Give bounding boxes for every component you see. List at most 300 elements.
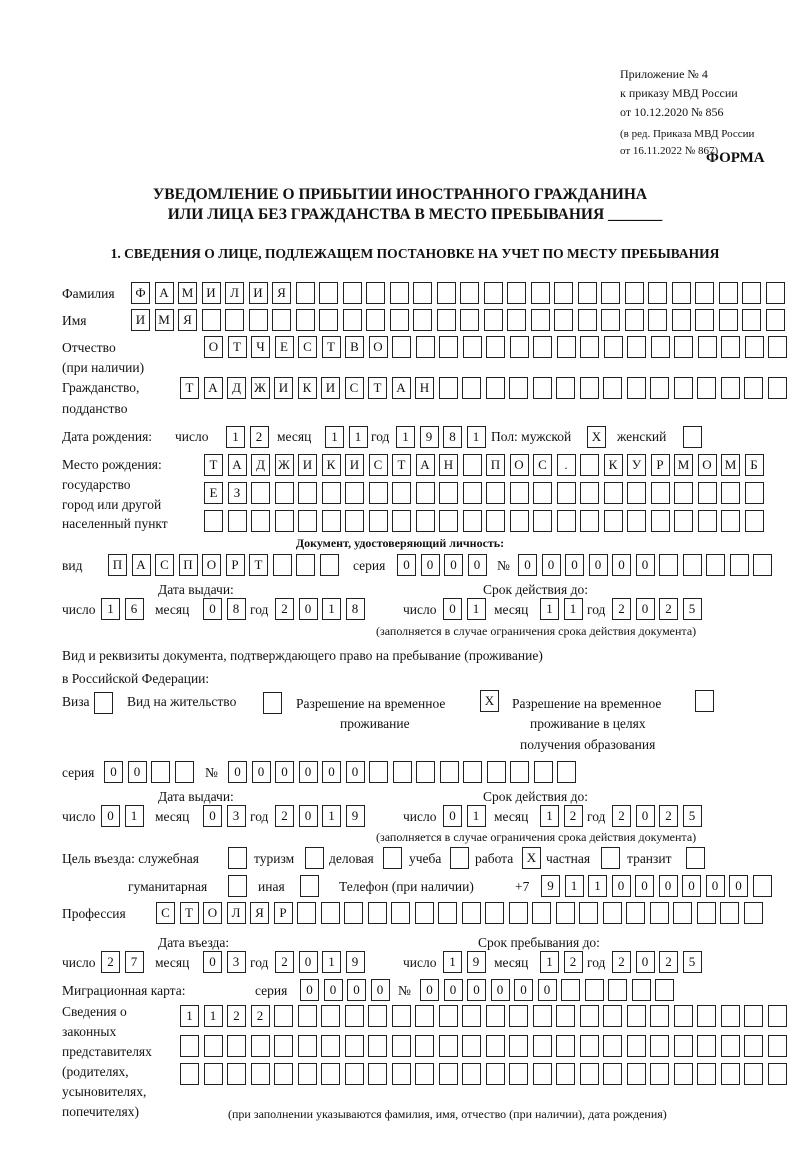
temp-residence-edu-checkbox[interactable] xyxy=(695,690,714,712)
char-box[interactable] xyxy=(300,875,319,897)
char-box[interactable]: 0 xyxy=(636,554,655,576)
char-box[interactable] xyxy=(298,482,317,504)
char-box[interactable] xyxy=(321,902,340,924)
char-box[interactable] xyxy=(580,510,599,532)
char-box[interactable] xyxy=(462,377,481,399)
purpose-study-checkbox[interactable] xyxy=(450,847,469,869)
char-box[interactable]: 0 xyxy=(612,554,631,576)
char-box[interactable]: 1 xyxy=(125,805,144,827)
birth-place-field[interactable] xyxy=(204,510,764,532)
char-box[interactable] xyxy=(650,1063,669,1085)
char-box[interactable] xyxy=(601,282,620,304)
char-box[interactable] xyxy=(227,1063,246,1085)
char-box[interactable]: О xyxy=(202,554,221,576)
char-box[interactable]: 2 xyxy=(612,951,631,973)
char-box[interactable]: X xyxy=(480,690,499,712)
char-box[interactable] xyxy=(321,1005,340,1027)
birth-day-field[interactable] xyxy=(226,426,269,448)
char-box[interactable]: 0 xyxy=(347,979,366,1001)
char-box[interactable] xyxy=(463,454,482,476)
char-box[interactable] xyxy=(655,979,674,1001)
char-box[interactable]: 0 xyxy=(467,979,486,1001)
char-box[interactable] xyxy=(745,510,764,532)
char-box[interactable] xyxy=(204,510,223,532)
char-box[interactable]: Д xyxy=(227,377,246,399)
char-box[interactable]: И xyxy=(274,377,293,399)
char-box[interactable] xyxy=(627,377,646,399)
char-box[interactable] xyxy=(391,902,410,924)
char-box[interactable]: И xyxy=(249,282,268,304)
char-box[interactable] xyxy=(510,336,529,358)
char-box[interactable] xyxy=(627,1035,646,1057)
char-box[interactable] xyxy=(753,554,772,576)
char-box[interactable] xyxy=(659,554,678,576)
char-box[interactable] xyxy=(742,282,761,304)
surname-field[interactable] xyxy=(131,282,785,304)
char-box[interactable]: Ж xyxy=(275,454,294,476)
char-box[interactable] xyxy=(697,1035,716,1057)
char-box[interactable] xyxy=(509,377,528,399)
char-box[interactable] xyxy=(462,1063,481,1085)
char-box[interactable] xyxy=(603,1063,622,1085)
char-box[interactable] xyxy=(580,1005,599,1027)
char-box[interactable]: Я xyxy=(272,282,291,304)
char-box[interactable] xyxy=(683,554,702,576)
char-box[interactable]: 0 xyxy=(104,761,123,783)
valid-day-field[interactable] xyxy=(443,598,486,620)
char-box[interactable] xyxy=(439,377,458,399)
char-box[interactable] xyxy=(486,336,505,358)
char-box[interactable]: X xyxy=(587,426,606,448)
char-box[interactable]: О xyxy=(203,902,222,924)
char-box[interactable] xyxy=(556,377,575,399)
stay-number-field[interactable] xyxy=(228,761,576,783)
char-box[interactable] xyxy=(556,1035,575,1057)
char-box[interactable] xyxy=(228,875,247,897)
char-box[interactable] xyxy=(368,1005,387,1027)
char-box[interactable]: 0 xyxy=(636,951,655,973)
char-box[interactable]: 0 xyxy=(203,951,222,973)
char-box[interactable]: 1 xyxy=(180,1005,199,1027)
char-box[interactable] xyxy=(94,692,113,714)
char-box[interactable]: М xyxy=(721,454,740,476)
char-box[interactable] xyxy=(533,482,552,504)
male-checkbox[interactable] xyxy=(587,426,606,448)
char-box[interactable] xyxy=(251,510,270,532)
char-box[interactable] xyxy=(706,554,725,576)
char-box[interactable]: М xyxy=(178,282,197,304)
char-box[interactable] xyxy=(251,482,270,504)
char-box[interactable]: 0 xyxy=(636,805,655,827)
char-box[interactable] xyxy=(651,336,670,358)
char-box[interactable]: О xyxy=(369,336,388,358)
char-box[interactable] xyxy=(345,1063,364,1085)
entry-day-field[interactable] xyxy=(101,951,144,973)
issue-year-field[interactable] xyxy=(275,805,365,827)
char-box[interactable]: К xyxy=(604,454,623,476)
char-box[interactable]: Т xyxy=(392,454,411,476)
char-box[interactable] xyxy=(437,309,456,331)
char-box[interactable]: Я xyxy=(250,902,269,924)
char-box[interactable]: 1 xyxy=(226,426,245,448)
char-box[interactable]: 1 xyxy=(443,951,462,973)
char-box[interactable]: 2 xyxy=(659,805,678,827)
char-box[interactable] xyxy=(383,847,402,869)
char-box[interactable] xyxy=(627,336,646,358)
char-box[interactable] xyxy=(697,1063,716,1085)
char-box[interactable] xyxy=(439,510,458,532)
char-box[interactable] xyxy=(440,761,459,783)
char-box[interactable]: Р xyxy=(226,554,245,576)
char-box[interactable] xyxy=(204,1035,223,1057)
char-box[interactable] xyxy=(462,1005,481,1027)
char-box[interactable]: 2 xyxy=(275,598,294,620)
char-box[interactable]: Ж xyxy=(251,377,270,399)
char-box[interactable] xyxy=(228,510,247,532)
char-box[interactable] xyxy=(509,1005,528,1027)
char-box[interactable]: 1 xyxy=(322,805,341,827)
char-box[interactable] xyxy=(439,1005,458,1027)
char-box[interactable]: 8 xyxy=(227,598,246,620)
char-box[interactable]: П xyxy=(179,554,198,576)
birth-year-field[interactable] xyxy=(396,426,486,448)
char-box[interactable] xyxy=(272,309,291,331)
char-box[interactable]: И xyxy=(298,454,317,476)
char-box[interactable] xyxy=(674,1063,693,1085)
char-box[interactable] xyxy=(298,1063,317,1085)
char-box[interactable] xyxy=(753,875,772,897)
char-box[interactable]: Н xyxy=(415,377,434,399)
char-box[interactable] xyxy=(392,510,411,532)
char-box[interactable] xyxy=(533,510,552,532)
char-box[interactable]: . xyxy=(557,454,576,476)
char-box[interactable] xyxy=(533,336,552,358)
char-box[interactable] xyxy=(721,510,740,532)
char-box[interactable]: С xyxy=(533,454,552,476)
char-box[interactable]: 0 xyxy=(299,805,318,827)
phone-field[interactable] xyxy=(541,875,772,897)
char-box[interactable]: 9 xyxy=(467,951,486,973)
char-box[interactable] xyxy=(393,761,412,783)
char-box[interactable] xyxy=(344,902,363,924)
char-box[interactable] xyxy=(554,309,573,331)
char-box[interactable] xyxy=(413,282,432,304)
char-box[interactable] xyxy=(604,336,623,358)
char-box[interactable] xyxy=(580,482,599,504)
char-box[interactable]: 2 xyxy=(564,951,583,973)
char-box[interactable]: М xyxy=(155,309,174,331)
char-box[interactable] xyxy=(415,902,434,924)
char-box[interactable]: Д xyxy=(251,454,270,476)
char-box[interactable] xyxy=(225,309,244,331)
char-box[interactable] xyxy=(486,1035,505,1057)
char-box[interactable] xyxy=(556,1063,575,1085)
id-number-field[interactable] xyxy=(518,554,772,576)
char-box[interactable] xyxy=(463,761,482,783)
char-box[interactable] xyxy=(415,1035,434,1057)
char-box[interactable] xyxy=(392,336,411,358)
char-box[interactable] xyxy=(345,1005,364,1027)
char-box[interactable] xyxy=(251,1035,270,1057)
char-box[interactable]: 0 xyxy=(589,554,608,576)
char-box[interactable] xyxy=(180,1035,199,1057)
char-box[interactable]: П xyxy=(108,554,127,576)
char-box[interactable] xyxy=(627,510,646,532)
char-box[interactable] xyxy=(486,1063,505,1085)
char-box[interactable] xyxy=(557,510,576,532)
char-box[interactable]: Т xyxy=(368,377,387,399)
entry-year-field[interactable] xyxy=(275,951,365,973)
char-box[interactable] xyxy=(175,761,194,783)
char-box[interactable] xyxy=(695,282,714,304)
char-box[interactable] xyxy=(463,336,482,358)
char-box[interactable] xyxy=(578,282,597,304)
char-box[interactable]: 0 xyxy=(420,979,439,1001)
char-box[interactable]: И xyxy=(345,454,364,476)
char-box[interactable] xyxy=(345,1035,364,1057)
char-box[interactable] xyxy=(697,902,716,924)
char-box[interactable] xyxy=(305,847,324,869)
issue-day-field[interactable] xyxy=(101,805,144,827)
char-box[interactable] xyxy=(580,454,599,476)
purpose-other-checkbox[interactable] xyxy=(300,875,319,897)
representatives-field[interactable] xyxy=(180,1005,787,1027)
char-box[interactable]: Т xyxy=(322,336,341,358)
char-box[interactable] xyxy=(695,690,714,712)
char-box[interactable]: 9 xyxy=(420,426,439,448)
char-box[interactable] xyxy=(319,282,338,304)
char-box[interactable]: 2 xyxy=(612,598,631,620)
char-box[interactable] xyxy=(343,309,362,331)
char-box[interactable]: 9 xyxy=(346,805,365,827)
char-box[interactable] xyxy=(486,510,505,532)
char-box[interactable]: 0 xyxy=(612,875,631,897)
char-box[interactable] xyxy=(625,309,644,331)
char-box[interactable]: 0 xyxy=(468,554,487,576)
char-box[interactable] xyxy=(531,309,550,331)
char-box[interactable] xyxy=(651,482,670,504)
char-box[interactable]: П xyxy=(486,454,505,476)
char-box[interactable]: В xyxy=(345,336,364,358)
char-box[interactable] xyxy=(507,309,526,331)
char-box[interactable] xyxy=(438,902,457,924)
char-box[interactable]: 5 xyxy=(683,598,702,620)
char-box[interactable]: 0 xyxy=(101,805,120,827)
char-box[interactable]: 9 xyxy=(346,951,365,973)
representatives-field[interactable] xyxy=(180,1063,787,1085)
char-box[interactable]: Л xyxy=(225,282,244,304)
char-box[interactable] xyxy=(745,482,764,504)
char-box[interactable] xyxy=(651,510,670,532)
char-box[interactable]: Е xyxy=(275,336,294,358)
stay-until-year-field[interactable] xyxy=(612,951,702,973)
char-box[interactable]: С xyxy=(345,377,364,399)
char-box[interactable]: 0 xyxy=(275,761,294,783)
char-box[interactable] xyxy=(322,510,341,532)
char-box[interactable] xyxy=(416,761,435,783)
char-box[interactable] xyxy=(557,482,576,504)
char-box[interactable] xyxy=(321,1063,340,1085)
char-box[interactable] xyxy=(390,282,409,304)
char-box[interactable] xyxy=(604,510,623,532)
name-field[interactable] xyxy=(131,309,785,331)
char-box[interactable]: 0 xyxy=(542,554,561,576)
char-box[interactable] xyxy=(415,1063,434,1085)
char-box[interactable]: 1 xyxy=(322,598,341,620)
char-box[interactable]: К xyxy=(322,454,341,476)
char-box[interactable]: С xyxy=(298,336,317,358)
char-box[interactable]: 0 xyxy=(397,554,416,576)
valid-month-field[interactable] xyxy=(540,805,583,827)
char-box[interactable] xyxy=(698,336,717,358)
char-box[interactable]: 1 xyxy=(540,951,559,973)
char-box[interactable] xyxy=(744,377,763,399)
char-box[interactable]: 1 xyxy=(467,805,486,827)
char-box[interactable] xyxy=(415,1005,434,1027)
char-box[interactable]: Ч xyxy=(251,336,270,358)
char-box[interactable] xyxy=(439,1035,458,1057)
char-box[interactable]: 2 xyxy=(227,1005,246,1027)
char-box[interactable]: 1 xyxy=(467,426,486,448)
char-box[interactable] xyxy=(768,1005,787,1027)
char-box[interactable] xyxy=(366,309,385,331)
char-box[interactable]: 2 xyxy=(250,426,269,448)
char-box[interactable] xyxy=(744,1035,763,1057)
char-box[interactable] xyxy=(579,902,598,924)
char-box[interactable]: А xyxy=(228,454,247,476)
char-box[interactable] xyxy=(486,1005,505,1027)
char-box[interactable] xyxy=(484,309,503,331)
female-checkbox[interactable] xyxy=(683,426,702,448)
char-box[interactable]: 0 xyxy=(636,598,655,620)
char-box[interactable]: У xyxy=(627,454,646,476)
char-box[interactable] xyxy=(487,761,506,783)
char-box[interactable]: 2 xyxy=(251,1005,270,1027)
char-box[interactable]: Ф xyxy=(131,282,150,304)
residence-checkbox[interactable] xyxy=(263,692,282,714)
char-box[interactable] xyxy=(627,1063,646,1085)
char-box[interactable]: 1 xyxy=(349,426,368,448)
char-box[interactable]: 1 xyxy=(588,875,607,897)
char-box[interactable]: З xyxy=(228,482,247,504)
char-box[interactable] xyxy=(721,336,740,358)
char-box[interactable]: 0 xyxy=(128,761,147,783)
char-box[interactable] xyxy=(392,1063,411,1085)
purpose-humanitarian-checkbox[interactable] xyxy=(228,875,247,897)
char-box[interactable] xyxy=(275,510,294,532)
char-box[interactable] xyxy=(345,510,364,532)
char-box[interactable] xyxy=(721,1035,740,1057)
char-box[interactable]: А xyxy=(204,377,223,399)
char-box[interactable] xyxy=(368,1035,387,1057)
char-box[interactable]: 9 xyxy=(541,875,560,897)
char-box[interactable] xyxy=(766,309,785,331)
char-box[interactable] xyxy=(768,377,787,399)
char-box[interactable] xyxy=(319,309,338,331)
char-box[interactable] xyxy=(450,847,469,869)
valid-month-field[interactable] xyxy=(540,598,583,620)
char-box[interactable]: А xyxy=(416,454,435,476)
char-box[interactable] xyxy=(297,902,316,924)
char-box[interactable] xyxy=(416,336,435,358)
char-box[interactable] xyxy=(721,1005,740,1027)
birth-place-field[interactable] xyxy=(204,482,764,504)
char-box[interactable] xyxy=(533,1063,552,1085)
char-box[interactable] xyxy=(227,1035,246,1057)
char-box[interactable] xyxy=(698,482,717,504)
char-box[interactable] xyxy=(366,282,385,304)
char-box[interactable] xyxy=(674,482,693,504)
char-box[interactable] xyxy=(650,902,669,924)
char-box[interactable] xyxy=(274,1005,293,1027)
char-box[interactable] xyxy=(674,336,693,358)
char-box[interactable] xyxy=(601,847,620,869)
char-box[interactable]: 5 xyxy=(683,951,702,973)
char-box[interactable] xyxy=(298,510,317,532)
char-box[interactable] xyxy=(463,510,482,532)
char-box[interactable]: 6 xyxy=(125,598,144,620)
char-box[interactable]: 1 xyxy=(325,426,344,448)
char-box[interactable]: А xyxy=(392,377,411,399)
char-box[interactable]: 1 xyxy=(564,598,583,620)
char-box[interactable]: 8 xyxy=(443,426,462,448)
char-box[interactable]: 0 xyxy=(635,875,654,897)
char-box[interactable] xyxy=(343,282,362,304)
char-box[interactable] xyxy=(486,482,505,504)
char-box[interactable] xyxy=(509,902,528,924)
char-box[interactable] xyxy=(368,1063,387,1085)
char-box[interactable]: 0 xyxy=(444,979,463,1001)
char-box[interactable]: 1 xyxy=(322,951,341,973)
char-box[interactable] xyxy=(151,761,170,783)
char-box[interactable] xyxy=(674,1005,693,1027)
id-kind-field[interactable] xyxy=(108,554,339,576)
char-box[interactable] xyxy=(603,902,622,924)
purpose-business-checkbox[interactable] xyxy=(383,847,402,869)
char-box[interactable]: X xyxy=(522,847,541,869)
char-box[interactable] xyxy=(533,1035,552,1057)
char-box[interactable] xyxy=(249,309,268,331)
char-box[interactable] xyxy=(585,979,604,1001)
char-box[interactable]: 0 xyxy=(565,554,584,576)
char-box[interactable] xyxy=(204,1063,223,1085)
char-box[interactable]: О xyxy=(204,336,223,358)
char-box[interactable] xyxy=(603,1005,622,1027)
birth-month-field[interactable] xyxy=(325,426,368,448)
char-box[interactable] xyxy=(557,336,576,358)
char-box[interactable] xyxy=(321,1035,340,1057)
char-box[interactable] xyxy=(320,554,339,576)
char-box[interactable] xyxy=(273,554,292,576)
char-box[interactable]: 0 xyxy=(538,979,557,1001)
citizenship-field[interactable] xyxy=(180,377,787,399)
char-box[interactable]: 1 xyxy=(565,875,584,897)
char-box[interactable]: 0 xyxy=(371,979,390,1001)
char-box[interactable]: 2 xyxy=(659,951,678,973)
char-box[interactable] xyxy=(745,336,764,358)
char-box[interactable] xyxy=(730,554,749,576)
char-box[interactable] xyxy=(625,282,644,304)
char-box[interactable] xyxy=(697,1005,716,1027)
char-box[interactable] xyxy=(274,1063,293,1085)
char-box[interactable]: Н xyxy=(439,454,458,476)
char-box[interactable] xyxy=(604,482,623,504)
char-box[interactable]: А xyxy=(132,554,151,576)
char-box[interactable]: 7 xyxy=(125,951,144,973)
char-box[interactable] xyxy=(721,482,740,504)
char-box[interactable]: С xyxy=(156,902,175,924)
char-box[interactable]: 0 xyxy=(203,805,222,827)
